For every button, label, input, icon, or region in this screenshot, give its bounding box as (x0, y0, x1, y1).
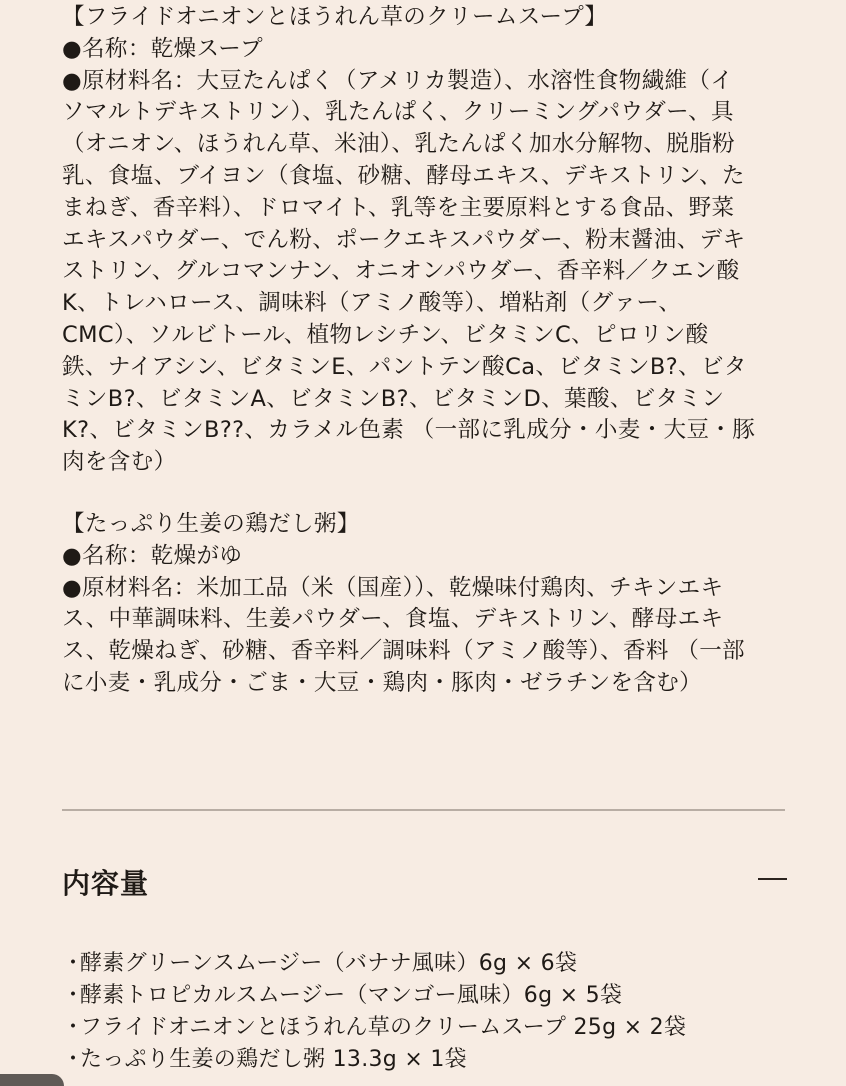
porridge-ingredients-line: に小麦・乳成分・ごま・大豆・鶏肉・豚肉・ゼラチンを含む） (62, 669, 703, 696)
porridge-title: 【たっぷり生姜の鶏だし粥】 (62, 510, 360, 537)
soup-ingredients-line: （オニオン、ほうれん草、米油）、乳たんぱく加水分解物、脱脂粉 (62, 131, 736, 158)
product-block-porridge (62, 509, 784, 700)
section-divider (62, 809, 785, 811)
contents-item (62, 1044, 782, 1076)
soup-ingredients-line: 肉を含む） (62, 449, 177, 476)
minus-icon[interactable] (758, 869, 787, 889)
contents-section-title: 内容量 (62, 867, 150, 900)
soup-ingredients-line: ソマルトデキストリン）、乳たんぱく、クリーミングパウダー、具 (62, 99, 734, 126)
soup-ingredients-line: まねぎ、香辛料）、ドロマイト、乳等を主要原料とする食品、野菜 (62, 194, 735, 221)
contents-item-text: たっぷり生姜の鶏だし粥 13.3g × 1袋 (80, 1047, 467, 1072)
porridge-ingredients-line: ス、乾燥ねぎ、砂糖、香辛料／調味料（アミノ酸等）、香料 （一部 (62, 638, 746, 665)
soup-title: 【フライドオニオンとほうれん草のクリームスープ】 (62, 4, 608, 30)
porridge-name: ●名称：乾燥がゆ (62, 542, 243, 569)
soup-ingredients-line: CMC）、ソルビトール、植物レシチン、ビタミンC、ピロリン酸 (62, 321, 709, 348)
soup-ingredients-line: K、トレハロース、調味料（アミノ酸等）、増粘剤（グァー、 (62, 290, 682, 317)
product-block-soup (62, 2, 784, 479)
soup-ingredients-line: ●原材料名：大豆たんぱく（アメリカ製造）、水溶性食物繊維（イ (62, 67, 734, 94)
contents-item (62, 980, 782, 1012)
contents-item-text: 酵素トロピカルスムージー（マンゴー風味）6g × 5袋 (80, 983, 623, 1008)
soup-ingredients-line: 鉄、ナイアシン、ビタミンE、パントテン酸Ca、ビタミンB?、ビタ (62, 353, 747, 380)
porridge-ingredients-line: ●原材料名：米加工品（米（国産））、乾燥味付鶏肉、チキンエキ (62, 574, 724, 601)
soup-ingredients-line: ストリン、グルコマンナン、オニオンパウダー、香辛料／クエン酸 (62, 258, 740, 285)
contents-item (62, 1012, 782, 1044)
soup-ingredients-line: 乳、食塩、ブイヨン（食塩、砂糖、酵母エキス、デキストリン、た (62, 162, 745, 189)
bullet-icon: ・ (62, 1015, 85, 1040)
ingredients-section (62, 0, 784, 700)
soup-name: ●名称：乾燥スープ (62, 35, 263, 62)
contents-item-text: フライドオニオンとほうれん草のクリームスープ 25g × 2袋 (80, 1015, 687, 1040)
bullet-icon: ・ (62, 1047, 85, 1072)
bullet-icon: ・ (62, 951, 85, 976)
bottom-handle (0, 1074, 64, 1086)
soup-ingredients-line: エキスパウダー、でん粉、ポークエキスパウダー、粉末醤油、デキ (62, 226, 746, 253)
soup-ingredients-line: ミンB?、ビタミンA、ビタミンB?、ビタミンD、葉酸、ビタミン (62, 385, 725, 412)
porridge-ingredients-line: ス、中華調味料、生姜パウダー、食塩、デキストリン、酵母エキ (62, 606, 724, 633)
block-spacer (62, 479, 784, 509)
contents-item (62, 948, 782, 980)
contents-list (62, 948, 782, 1076)
soup-ingredients-line: K?、ビタミンB??、カラメル色素 （一部に乳成分・小麦・大豆・豚 (62, 417, 756, 444)
contents-item-text: 酵素グリーンスムージー（バナナ風味）6g × 6袋 (80, 951, 578, 976)
bullet-icon: ・ (62, 983, 85, 1008)
